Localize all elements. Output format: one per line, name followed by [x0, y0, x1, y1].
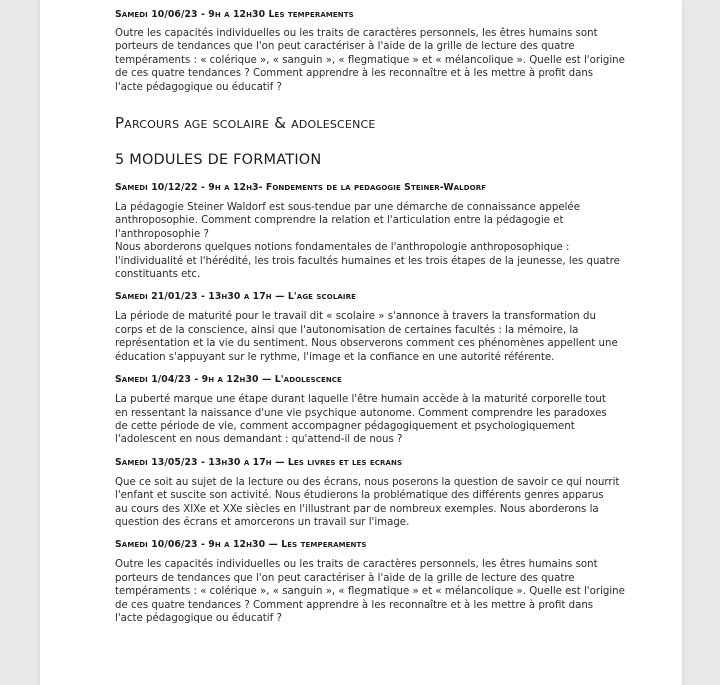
session-block-2 — [115, 290, 645, 364]
session-description: La pédagogie Steiner Waldorf est sous-tendue par une démarche de connaissance appelée anthroposophie. Comment comprendre la relation et l'articulation entre la pédagogie et l'anthroposophie ? Nous aborderons quelques notions fondamentales de l'anthropologie anthroposophique : l'individualité et l'hérédité, les trois facultés humaines et les trois étapes de la jeunesse, les quatre constituants etc. — [115, 202, 620, 281]
session-title: Samedi 21/01/23 - 13h30 a 17h — L'age scolaire — [115, 291, 356, 303]
session-description: Outre les capacités individuelles ou les traits de caractères personnels, les êtres humains sont porteurs de tendances que l'on peut caractériser à l'aide de la grille de lecture des quatre tempéraments : « colérique », « sanguin », « flegmatique » et « mélancolique ». Quelle est l'origine de ces quatre tendances ? Comment apprendre à les reconnaître et à les mettre à profit dans l'acte pédagogique ou éducatif ? — [115, 559, 625, 624]
session-description: Outre les capacités individuelles ou les traits de caractères personnels, les êtres humains sont porteurs de tendances que l'on peut caractériser à l'aide de la grille de lecture des quatre tempéraments : « colérique », « sanguin », « flegmatique » et « mélancolique ». Quelle est l'origine de ces quatre tendances ? Comment apprendre à les reconnaître et à les mettre à profit dans l'acte pédagogique ou éducatif ? — [115, 28, 625, 93]
session-title: Samedi 13/05/23 - 13h30 a 17h — Les livres et les ecrans — [115, 456, 403, 468]
document-page — [40, 0, 682, 685]
session-title: Samedi 1/04/23 - 9h a 12h30 — L'adolescence — [115, 374, 342, 386]
modules-heading: 5 MODULES DE FORMATION — [115, 152, 322, 169]
document-content — [115, 8, 645, 625]
session-block-1 — [115, 181, 645, 281]
session-description: La puberté marque une étape durant laquelle l'être humain accède à la maturité corporelle tout en ressentant la naissance d'une vie psychique autonome. Comment comprendre les paradoxes de cette période de vie, comment accompagner pédagogiquement et psychologiquement l'adolescent en nous demandant : qu'attend-il de nous ? — [115, 394, 607, 446]
session-block-4 — [115, 456, 645, 530]
session-block-5 — [115, 538, 645, 625]
session-block-top — [115, 8, 645, 94]
session-title: Samedi 10/12/22 - 9h a 12h3- Fondements de la pedagogie Steiner-Waldorf — [115, 182, 487, 194]
session-description: Que ce soit au sujet de la lecture ou des écrans, nous poserons la question de savoir ce qui nourrit l'enfant et suscite son activité. Nous étudierons la problématique des différents genres apparus au cours des XIXe et XXe siècles en l'illustrant par de nombreux exemples. Nous aborderons la question des écrans et amorcerons un travail sur l'image. — [115, 476, 620, 528]
session-block-3 — [115, 373, 645, 447]
session-description: La période de maturité pour le travail dit « scolaire » s'annonce à travers la transformation du corps et de la conscience, ainsi que l'autonomisation de certaines facultés : la mémoire, la représentation et la vie du sentiment. Nous observerons comment ces phénomènes appellent une éducation s'appuyant sur le rythme, l'image et la confiance en une autorité référente. — [115, 311, 618, 363]
session-title: Samedi 10/06/23 - 9h a 12h30 — Les temperaments — [115, 539, 367, 551]
session-title: Samedi 10/06/23 - 9h a 12h30 Les temperaments — [115, 9, 354, 20]
section-heading: Parcours age scolaire & adolescence — [115, 114, 376, 133]
